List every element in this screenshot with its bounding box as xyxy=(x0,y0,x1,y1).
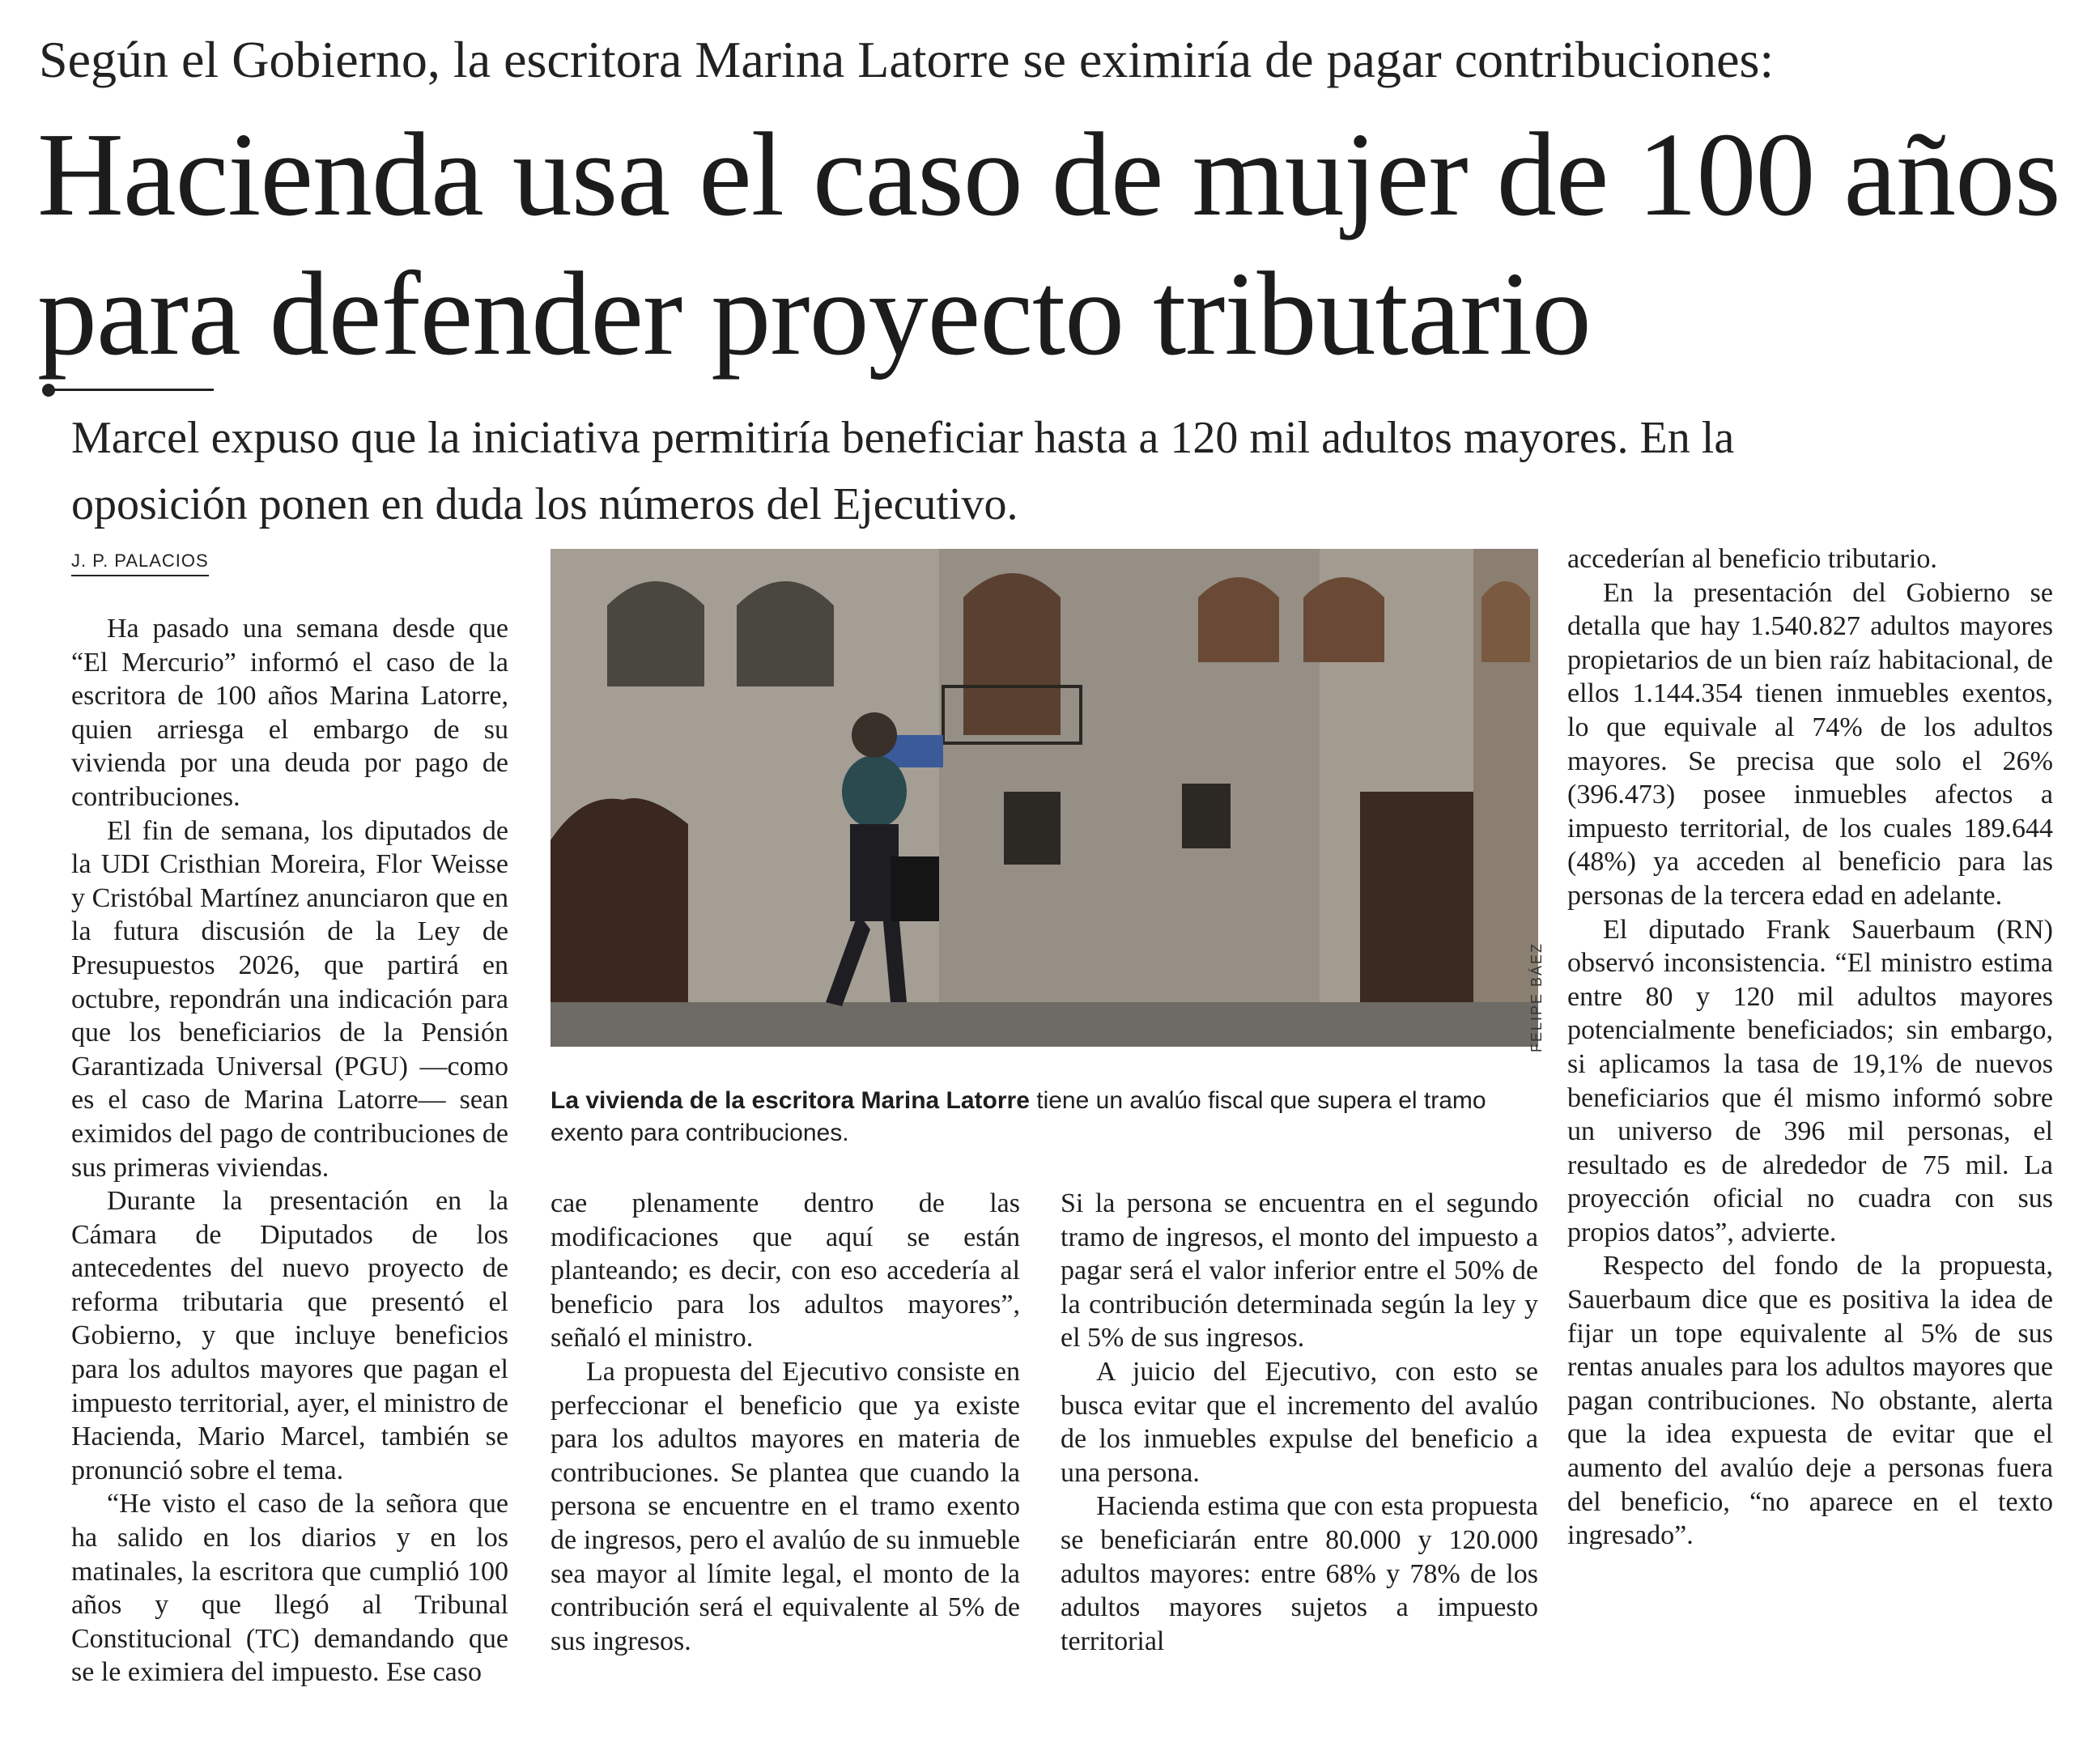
headline: Hacienda usa el caso de mujer de 100 años para defender proyecto tributario xyxy=(37,108,2060,380)
house-photo-illustration xyxy=(551,549,1538,1047)
caption-bold: La vivienda de la escritora Marina Latorre xyxy=(551,1087,1030,1114)
paragraph: El diputado Frank Sauerbaum (RN) observó inconsistencia. “El ministro estima entre 80 y 120 mil adultos mayores potencialmente beneficiados; sin embargo, si aplicamos la tasa de 19,1% de nuevos beneficiarios que él mismo informó sobre un universo de 396 mil personas, el resultado es de alrededor de 75 mil. La proyección oficial no cuadra con sus propios datos”, advierte. xyxy=(1567,914,2053,1247)
paragraph: Respecto del fondo de la propuesta, Sauerbaum dice que es positiva la idea de fijar un tope equivalente al 5% de sus rentas anuales para los adultos mayores que pagan contribuciones. No obstante, alerta que la idea expuesta de evitar que el aumento del avalúo deje a personas fuera del beneficio, “no aparece en el texto ingresado”. xyxy=(1567,1251,2053,1551)
column-4 xyxy=(1567,542,2053,1553)
photo-caption xyxy=(551,1085,1542,1150)
paragraph: La propuesta del Ejecutivo consiste en perfeccionar el beneficio que ya existe para los adultos mayores en materia de contribuciones. Se plantea que cuando la persona se encuentre en el tramo exento de ingresos, pero el avalúo de su inmueble sea mayor al límite legal, el monto de la contribución será el equivalente al 5% de sus ingresos. xyxy=(551,1356,1020,1656)
deck: Marcel expuso que la iniciativa permitiría beneficiar hasta a 120 mil adultos mayores. En la oposición ponen en duda los números del Ejecutivo. xyxy=(71,413,1735,529)
paragraph: Hacienda estima que con esta propuesta se beneficiarán entre 80.000 y 120.000 adultos mayores: entre 68% y 78% de los adultos mayores sujetos a impuesto territorial xyxy=(1061,1491,1538,1656)
caption-text: tiene un avalúo fiscal que supera el tramo exento para contribuciones. xyxy=(551,1087,1486,1146)
paragraph: El fin de semana, los diputados de la UDI Cristhian Moreira, Flor Weisse y Cristóbal Martínez anunciaron que en la futura discusión de la Ley de Presupuestos 2026, que partirá en octubre, repondrán una indicación para que los beneficiarios de la Pensión Garantizada Universal (PGU) —como es el caso de Marina Latorre— sean eximidos del pago de contribuciones de sus primeras viviendas. xyxy=(71,815,508,1183)
paragraph: Si la persona se encuentra en el segundo tramo de ingresos, el monto del impuesto a pagar será el valor inferior entre el 50% de la contribución determinada según la ley y el 5% de sus ingresos. xyxy=(1061,1188,1538,1354)
byline: J. P. PALACIOS xyxy=(71,550,209,576)
column-1 xyxy=(71,612,508,1689)
house-photo xyxy=(551,549,1538,1047)
column-3 xyxy=(1061,1187,1538,1658)
photo-credit: FELIPE BÁEZ xyxy=(1528,941,1545,1052)
rule-line xyxy=(52,389,214,391)
paragraph: En la presentación del Gobierno se detalla que hay 1.540.827 adultos mayores propietarios de un bien raíz habitacional, de ellos 1.144.354 tienen inmuebles exentos, lo que equivale al 74% de los adultos mayores. Se precisa que solo el 26% (396.473) posee inmuebles afectos a impuesto territorial, de los cuales 189.644 (48%) ya acceden al beneficio para las personas de la tercera edad en adelante. xyxy=(1567,577,2053,911)
paragraph: “He visto el caso de la señora que ha salido en los diarios y en los matinales, la escritora que cumplió 100 años y que llegó al Tribunal Constitucional (TC) demandando que se le eximiera del impuesto. Ese caso xyxy=(71,1489,508,1688)
paragraph: cae plenamente dentro de las modificaciones que aquí se están planteando; es decir, con eso accedería al beneficio para los adultos mayores”, señaló el ministro. xyxy=(551,1188,1020,1354)
kicker: Según el Gobierno, la escritora Marina Latorre se eximiría de pagar contribuciones: xyxy=(39,31,1775,88)
column-2 xyxy=(551,1187,1020,1658)
paragraph: Durante la presentación en la Cámara de Diputados de los antecedentes del nuevo proyecto de reforma tributaria que presentó el Gobierno, y que incluye beneficios para los adultos mayores que pagan el impuesto territorial, ayer, el ministro de Hacienda, Mario Marcel, también se pronunció sobre el tema. xyxy=(71,1186,508,1485)
paragraph: A juicio del Ejecutivo, con esto se busca evitar que el incremento del avalúo de los inmuebles expulse del beneficio a una persona. xyxy=(1061,1356,1538,1488)
paragraph: Ha pasado una semana desde que “El Mercurio” informó el caso de la escritora de 100 años Marina Latorre, quien arriesga el embargo de su vivienda por una deuda por pago de contribuciones. xyxy=(71,614,508,812)
paragraph: accederían al beneficio tributario. xyxy=(1567,544,1937,574)
